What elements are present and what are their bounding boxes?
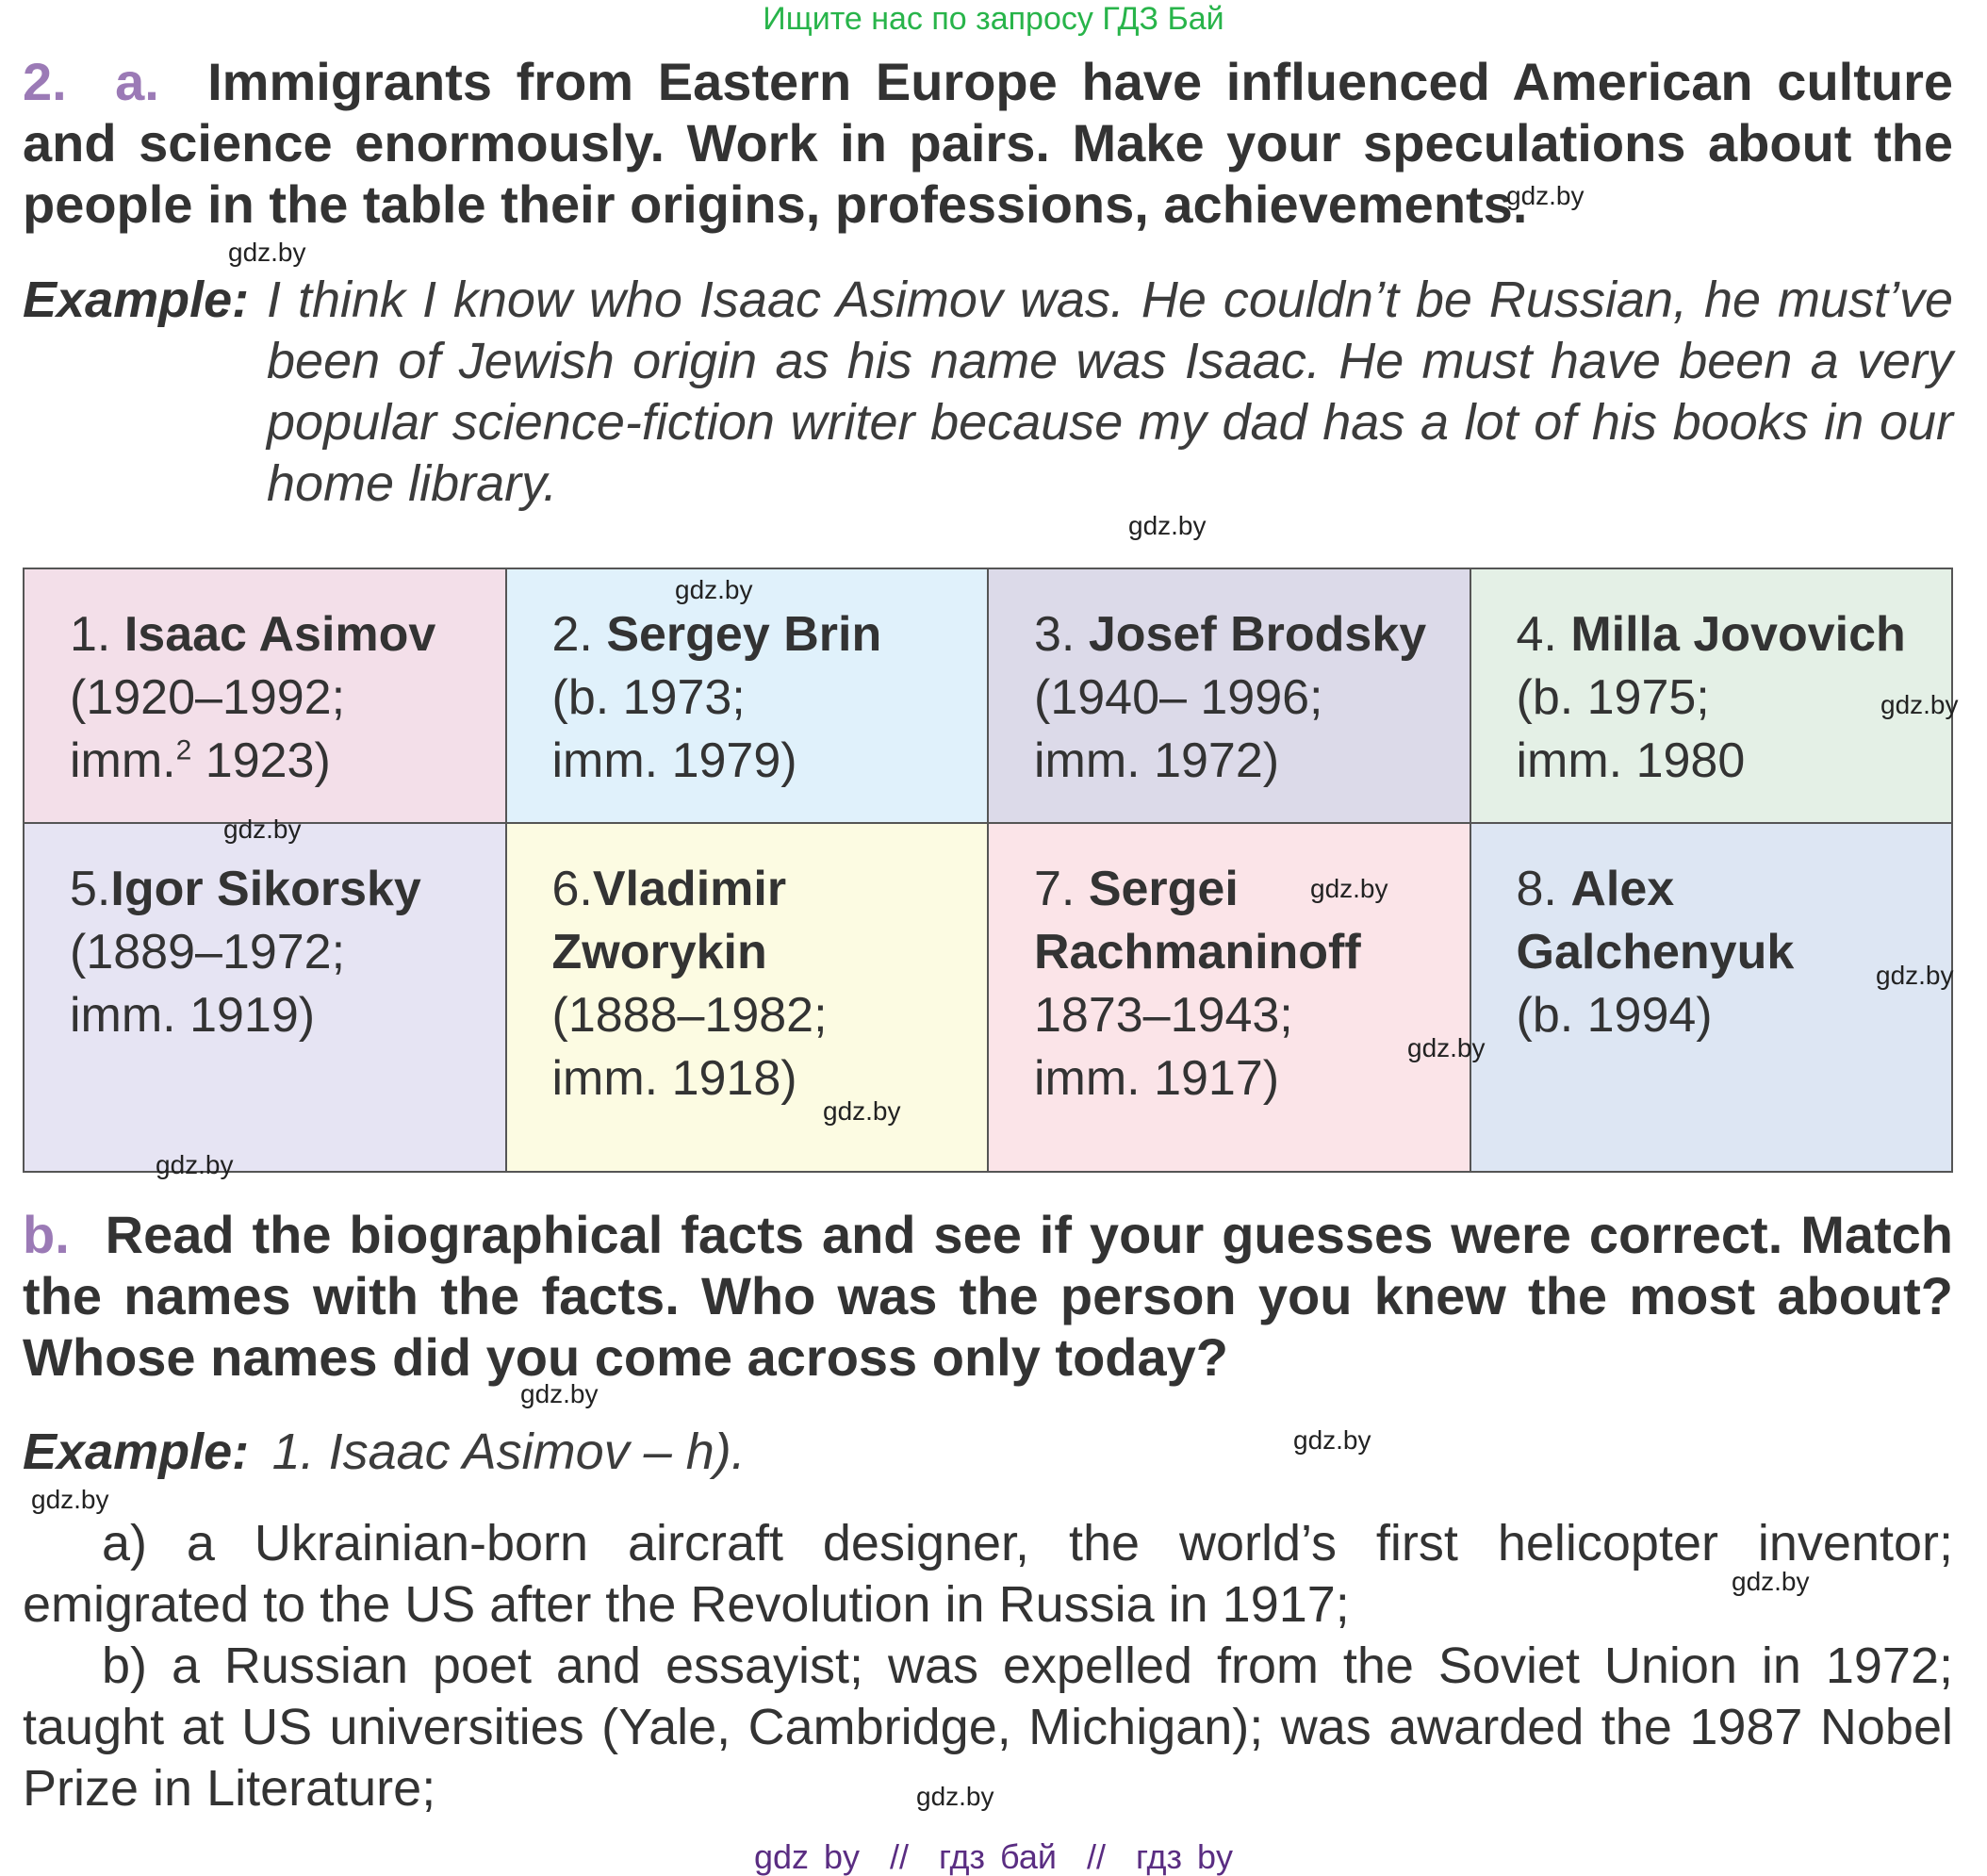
people-table xyxy=(23,568,1953,1173)
person-name: Vladimir Zworykin xyxy=(551,862,787,979)
example-a-label: Example: xyxy=(23,272,250,328)
person-num: 1. xyxy=(70,607,111,662)
watermark: gdz.by xyxy=(228,238,306,267)
person-immigration: imm. 1972) xyxy=(1034,733,1280,788)
person-immigration: imm. 1979) xyxy=(551,733,797,788)
person-num: 8. xyxy=(1516,862,1557,916)
person-dates: (b. 1994) xyxy=(1516,988,1713,1043)
person-dates: (b. 1975; xyxy=(1516,670,1710,725)
fact-a: a) a Ukrainian-born aircraft designer, the world’s first helicopter inventor; emigrated to the US after the Revolution in Russia in 1917; xyxy=(23,1515,1953,1633)
task-b-instruction xyxy=(23,1204,1953,1388)
person-name: Josef Brodsky xyxy=(1088,607,1427,662)
watermark: gdz.by xyxy=(1876,961,1954,990)
fact-b: b) a Russian poet and essayist; was expelled from the Soviet Union in 1972; taught at US universities (Yale, Cambridge, Michigan); was awarded the 1987 Nobel Prize in Literature; xyxy=(23,1637,1953,1817)
top-banner: Ищите нас по запросу ГДЗ Бай xyxy=(763,1,1224,37)
person-cell-8 xyxy=(1470,823,1953,1172)
person-name: Alex Galchenyuk xyxy=(1516,862,1795,979)
watermark: gdz.by xyxy=(823,1096,901,1126)
person-name: Igor Sikorsky xyxy=(110,862,421,916)
watermark: gdz.by xyxy=(1407,1033,1486,1062)
task-b-text: Read the biographical facts and see if your guesses were correct. Match the names with the facts. Who was the person you knew the most about? Whose names did you come across only today? xyxy=(23,1205,1953,1387)
example-b xyxy=(23,1422,746,1483)
footnote-mark: 2 xyxy=(175,734,192,766)
person-dates: (1920–1992; xyxy=(70,670,346,725)
watermark: gdz.by xyxy=(675,575,753,604)
person-cell-5 xyxy=(24,823,506,1172)
person-immigration: imm. 1917) xyxy=(1034,1051,1280,1106)
person-num: 2. xyxy=(551,607,593,662)
task-a-instruction xyxy=(23,51,1953,235)
person-dates: (b. 1973; xyxy=(551,670,746,725)
imm-year: 1923) xyxy=(191,733,331,788)
person-name: Milla Jovovich xyxy=(1570,607,1906,662)
watermark: gdz.by xyxy=(156,1150,234,1179)
watermark: gdz.by xyxy=(31,1485,109,1514)
person-immigration: imm. 1919) xyxy=(70,988,316,1043)
imm-label: imm. xyxy=(70,733,176,788)
person-cell-2 xyxy=(506,568,989,823)
person-num: 3. xyxy=(1034,607,1076,662)
watermark: gdz.by xyxy=(916,1782,994,1811)
watermark: gdz.by xyxy=(1293,1425,1371,1455)
person-num: 4. xyxy=(1516,607,1557,662)
person-num: 5. xyxy=(70,862,111,916)
task-letter-b: b. xyxy=(23,1205,70,1264)
watermark: gdz.by xyxy=(1310,874,1388,903)
person-num: 7. xyxy=(1034,862,1076,916)
person-num: 6. xyxy=(551,862,593,916)
task-number: 2. xyxy=(23,52,67,111)
watermark: gdz.by xyxy=(1732,1567,1810,1596)
person-cell-6 xyxy=(506,823,989,1172)
example-b-text: 1. Isaac Asimov – h). xyxy=(271,1423,746,1480)
person-name: Isaac Asimov xyxy=(123,607,436,662)
watermark: gdz.by xyxy=(1128,511,1207,540)
person-cell-3 xyxy=(988,568,1470,823)
table-row xyxy=(24,568,1952,823)
task-letter-a: a. xyxy=(115,52,159,111)
watermark: gdz.by xyxy=(1880,690,1959,719)
table-row xyxy=(24,823,1952,1172)
watermark: gdz.by xyxy=(223,815,302,844)
person-immigration: imm. 1918) xyxy=(551,1051,797,1106)
person-name: Sergey Brin xyxy=(606,607,882,662)
person-dates: (1888–1982; xyxy=(551,988,828,1043)
person-dates: (1940– 1996; xyxy=(1034,670,1323,725)
watermark: gdz.by xyxy=(520,1379,599,1408)
person-immigration xyxy=(70,730,505,793)
person-name: Sergei Rachmaninoff xyxy=(1034,862,1361,979)
person-dates: 1873–1943; xyxy=(1034,988,1293,1043)
watermark: gdz.by xyxy=(1506,181,1585,210)
person-immigration: imm. 1980 xyxy=(1516,733,1746,788)
footer-links[interactable]: gdz by // гдз бай // гдз by xyxy=(753,1837,1234,1876)
person-cell-1 xyxy=(24,568,506,823)
example-a-text: I think I know who Isaac Asimov was. He couldn’t be Russian, he must’ve been of Jewish origin as his name was Isaac. He must have been a very popular science-fiction writer because my dad has a lot of his books in our home library. xyxy=(267,272,1953,512)
person-dates: (1889–1972; xyxy=(70,925,346,979)
example-b-label: Example: xyxy=(23,1423,250,1480)
person-cell-7 xyxy=(988,823,1470,1172)
task-a-text: Immigrants from Eastern Europe have influenced American culture and science enormously. Work in pairs. Make your speculations about the people in the table their origins, professions, achievements. xyxy=(23,52,1954,234)
